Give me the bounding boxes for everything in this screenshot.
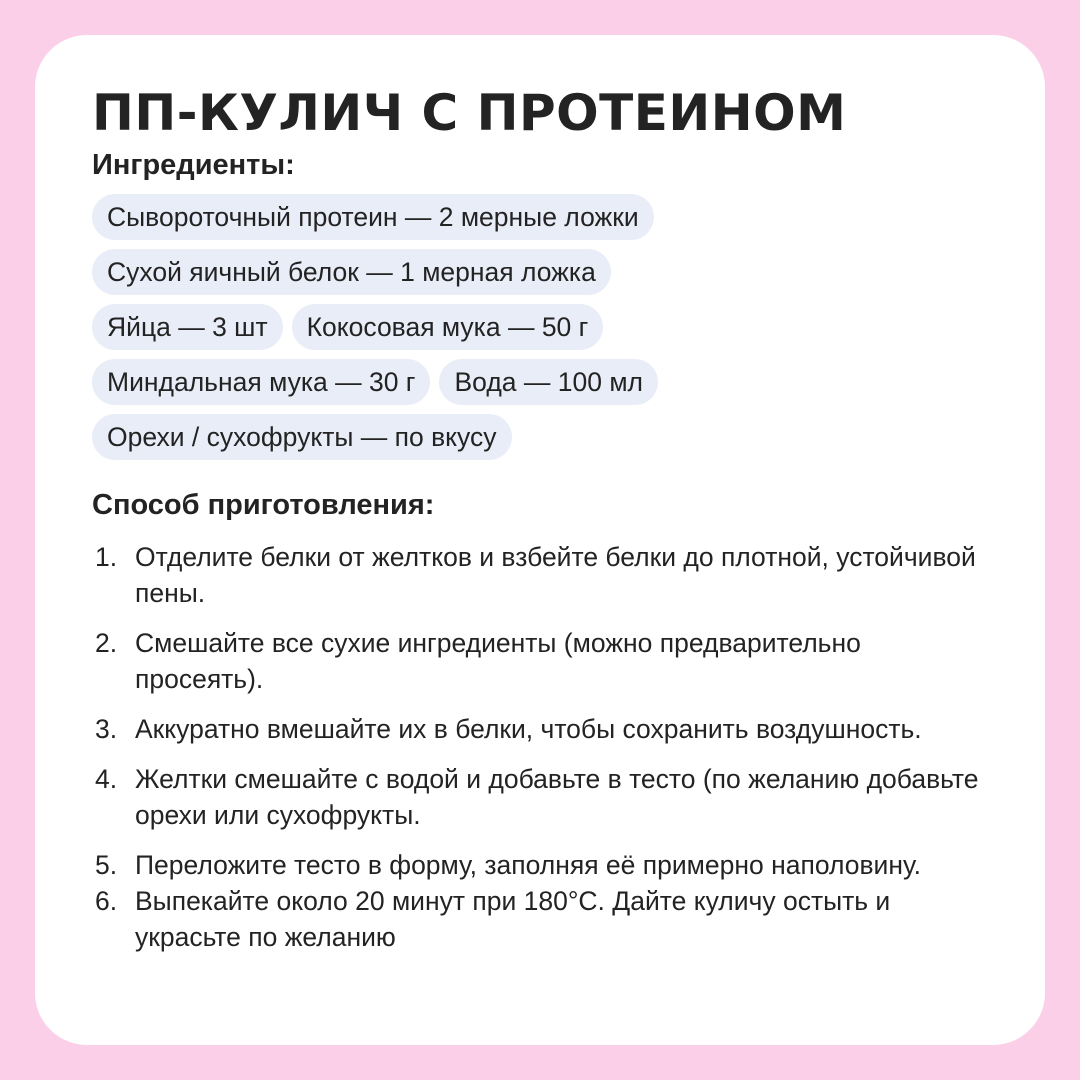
method-step	[95, 883, 995, 955]
step-text: Аккуратно вмешайте их в белки, чтобы сохранить воздушность.	[135, 714, 922, 744]
step-text: Смешайте все сухие ингредиенты (можно предварительно просеять).	[135, 628, 861, 694]
method-step	[95, 847, 995, 883]
ingredient-row	[92, 304, 992, 350]
ingredient-chip: Орехи / сухофрукты — по вкусу	[92, 414, 512, 460]
method-step	[95, 761, 995, 833]
step-text: Выпекайте около 20 минут при 180°С. Дайте куличу остыть и украсьте по желанию	[135, 886, 891, 952]
step-number: 4.	[95, 764, 118, 794]
recipe-card	[35, 35, 1045, 1045]
ingredient-chip: Сухой яичный белок — 1 мерная ложка	[92, 249, 611, 295]
ingredient-chip: Миндальная мука — 30 г	[92, 359, 430, 405]
method-steps-list	[95, 539, 995, 955]
ingredients-list	[92, 194, 992, 460]
ingredients-heading: Ингредиенты:	[92, 149, 295, 181]
ingredient-chip: Яйца — 3 шт	[92, 304, 283, 350]
method-step	[95, 539, 995, 611]
ingredient-chip: Сывороточный протеин — 2 мерные ложки	[92, 194, 654, 240]
ingredient-row	[92, 359, 992, 405]
method-heading: Способ приготовления:	[92, 489, 435, 521]
method-step	[95, 625, 995, 697]
ingredient-row	[92, 249, 992, 295]
step-number: 6.	[95, 886, 118, 916]
ingredient-row	[92, 414, 992, 460]
ingredient-chip: Вода — 100 мл	[439, 359, 658, 405]
step-text: Переложите тесто в форму, заполняя её примерно наполовину.	[135, 850, 921, 880]
step-text: Желтки смешайте с водой и добавьте в тесто (по желанию добавьте орехи или сухофрукты.	[135, 764, 979, 830]
step-number: 1.	[95, 542, 118, 572]
ingredient-row	[92, 194, 992, 240]
step-number: 3.	[95, 714, 118, 744]
step-number: 2.	[95, 628, 118, 658]
ingredient-chip: Кокосовая мука — 50 г	[292, 304, 604, 350]
method-step	[95, 711, 995, 747]
page-title: ПП-КУЛИЧ С ПРОТЕИНОМ	[92, 84, 847, 142]
step-number: 5.	[95, 850, 118, 880]
step-text: Отделите белки от желтков и взбейте белки до плотной, устойчивой пены.	[135, 542, 976, 608]
